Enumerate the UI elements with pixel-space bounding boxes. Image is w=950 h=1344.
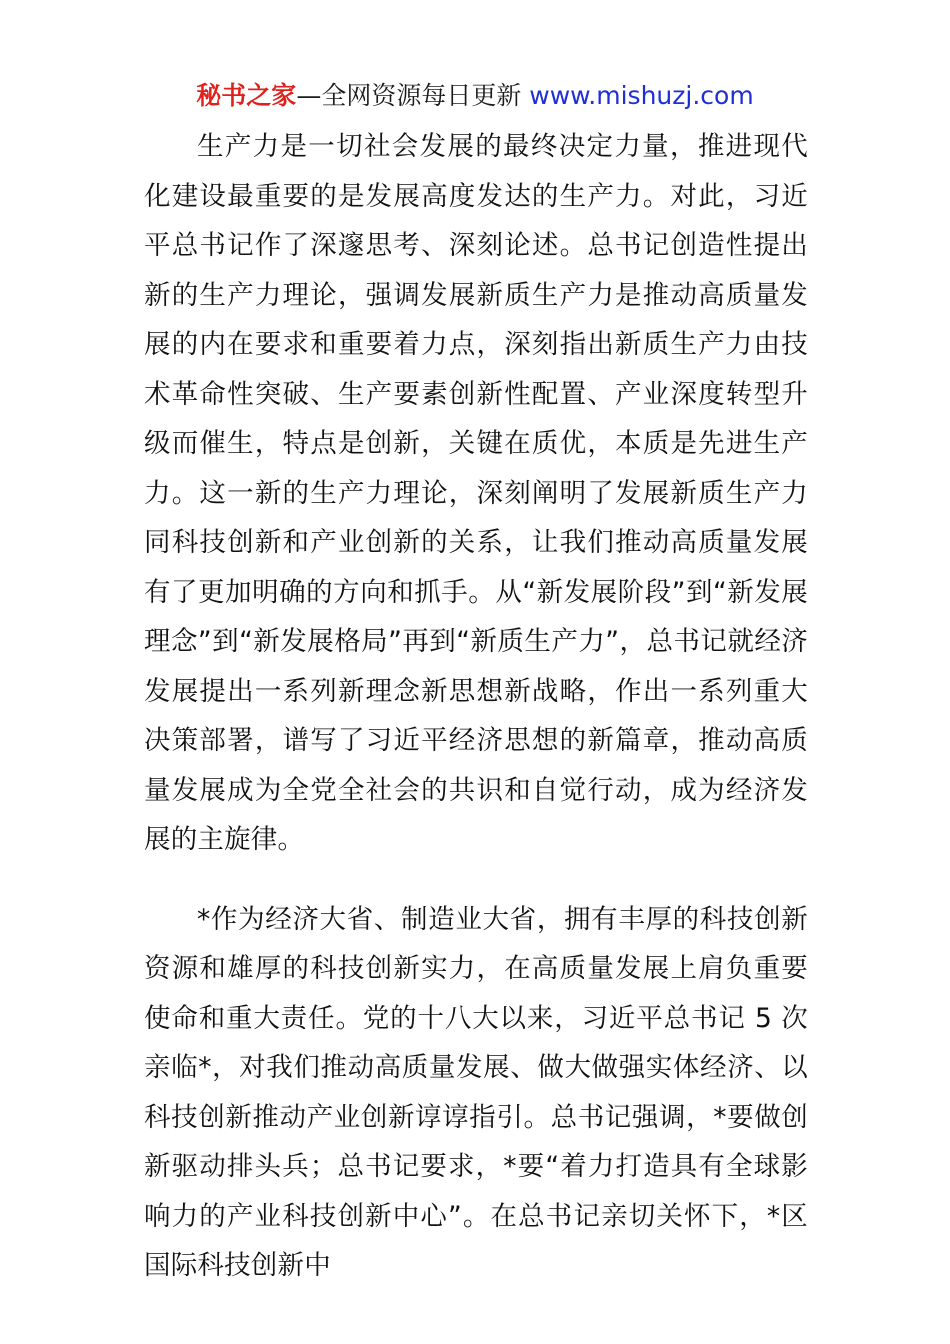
paragraph-1: 生产力是一切社会发展的最终决定力量，推进现代化建设最重要的是发展高度发达的生产力。对此，习近平总书记作了深邃思考、深刻论述。总书记创造性提出新的生产力理论，强调发展新质生产力是推动高质量发展的内在要求和重要着力点，深刻指出新质生产力由技术革命性突破、生产要素创新性配置、产业深度转型升级而催生，特点是创新，关键在质优，本质是先进生产力。这一新的生产力理论，深刻阐明了发展新质生产力同科技创新和产业创新的关系，让我们推动高质量发展有了更加明确的方向和抓手。从“新发展阶段”到“新发展理念”到“新发展格局”再到“新质生产力”，总书记就经济发展提出一系列新理念新思想新战略，作出一系列重大决策部署，谱写了习近平经济思想的新篇章，推动高质量发展成为全党全社会的共识和自觉行动，成为经济发展的主旋律。 <box>144 131 808 855</box>
document-body <box>144 122 808 1291</box>
brand-name: 秘书之家 <box>196 81 297 110</box>
paragraph-2: *作为经济大省、制造业大省，拥有丰厚的科技创新资源和雄厚的科技创新实力，在高质量发展上肩负重要使命和重大责任。党的十八大以来，习近平总书记 5 次亲临*，对我们推动高质量发展、做大做强实体经济、以科技创新推动产业创新谆谆指引。总书记强调，*要做创新驱动排头兵；总书记要求，*要“着力打造具有全球影响力的产业科技创新中心”。在总书记亲切关怀下，*区国际科技创新中 <box>144 903 808 1281</box>
site-url[interactable]: www.mishuzj.com <box>529 81 754 110</box>
site-header <box>0 78 950 114</box>
header-tagline: —全网资源每日更新 <box>296 81 530 110</box>
